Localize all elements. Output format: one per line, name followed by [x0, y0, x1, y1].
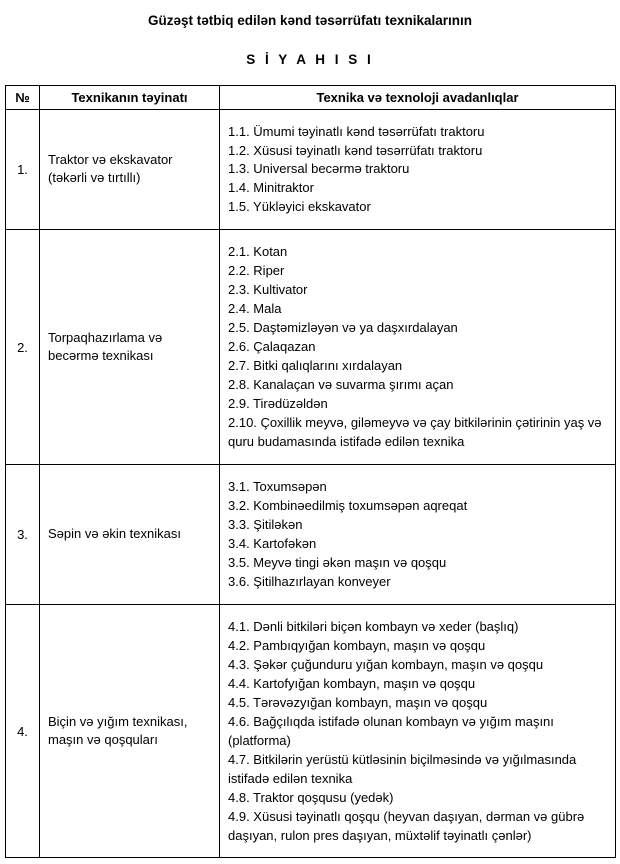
header-equipment: Texnika və texnoloji avadanlıqlar	[220, 85, 616, 109]
equipment-item: 3.6. Şitilhazırlayan konveyer	[228, 573, 391, 589]
equipment-item: 2.4. Mala	[228, 301, 282, 317]
header-purpose: Texnikanın təyinatı	[40, 85, 220, 109]
row-purpose: Səpin və əkin texnikası	[40, 465, 220, 605]
equipment-item: 1.5. Yükləyici ekskavator	[228, 199, 371, 215]
equipment-item: 4.5. Tərəvəzyığan kombayn, maşın və qoşqu	[228, 694, 488, 710]
equipment-item: 3.2. Kombinəedilmiş toxumsəpən aqreqat	[228, 498, 468, 514]
row-purpose: Biçin və yığım texnikası, maşın və qoşquları	[40, 604, 220, 858]
document-title: Güzəşt tətbiq edilən kənd təsərrüfatı texnikalarının	[147, 13, 473, 28]
table-row	[6, 604, 616, 858]
equipment-item: 3.5. Meyvə tingi əkən maşın və qoşqu	[228, 554, 447, 570]
equipment-item: 3.4. Kartofəkən	[228, 535, 317, 551]
equipment-item: 2.9. Tirədüzəldən	[228, 396, 328, 412]
equipment-item: 2.2. Riper	[228, 263, 285, 279]
equipment-item: 3.1. Toxumsəpən	[228, 479, 327, 495]
row-equipment-list	[220, 230, 616, 465]
equipment-item: 4.4. Kartofyığan kombayn, maşın və qoşqu	[228, 675, 476, 691]
equipment-item: 2.5. Daştəmizləyən və ya daşxırdalayan	[228, 320, 458, 336]
equipment-item: 2.3. Kultivator	[228, 282, 308, 298]
equipment-item: 4.8. Traktor qoşqusu (yedək)	[228, 789, 394, 805]
equipment-item: 1.2. Xüsusi təyinatlı kənd təsərrüfatı traktoru	[228, 142, 483, 158]
equipment-item: 1.4. Minitraktor	[228, 180, 314, 196]
equipment-item: 1.3. Universal becərmə traktoru	[228, 161, 410, 177]
equipment-item: 4.9. Xüsusi təyinatlı qoşqu (heyvan daşıyan, dərman və gübrə daşıyan, rulon pres daşıyan, müxtəlif təyinatlı çənlər)	[228, 808, 585, 843]
equipment-item: 4.2. Pambıqyığan kombayn, maşın və qoşqu	[228, 637, 486, 653]
equipment-item: 4.6. Bağçılıqda istifadə olunan kombayn və yığım maşını (platforma)	[228, 713, 554, 748]
table-header	[6, 85, 616, 109]
machinery-table	[5, 85, 616, 859]
row-equipment-list	[220, 604, 616, 858]
row-equipment-list	[220, 109, 616, 230]
equipment-item: 2.6. Çalaqazan	[228, 339, 316, 355]
table-header-row	[6, 85, 616, 109]
equipment-item: 4.1. Dənli bitkiləri biçən kombayn və xeder (başlıq)	[228, 618, 519, 634]
row-number: 2.	[6, 230, 40, 465]
table-body	[6, 109, 616, 858]
table-row	[6, 230, 616, 465]
equipment-item: 3.3. Şitiləkən	[228, 516, 303, 532]
equipment-item: 2.8. Kanalaçan və suvarma şırımı açan	[228, 377, 454, 393]
equipment-item: 1.1. Ümumi təyinatlı kənd təsərrüfatı traktoru	[228, 123, 485, 139]
row-number: 4.	[6, 604, 40, 858]
row-number: 1.	[6, 109, 40, 230]
equipment-item: 2.10. Çoxillik meyvə, giləmeyvə və çay bitkilərinin çətirinin yaş və quru budamasında istifadə edilən texnika	[228, 415, 602, 450]
table-row	[6, 465, 616, 605]
equipment-item: 2.7. Bitki qalıqlarını xırdalayan	[228, 358, 403, 374]
equipment-item: 4.7. Bitkilərin yerüstü kütləsinin biçilməsində və yığılmasında istifadə edilən texnika	[228, 751, 577, 786]
header-number: №	[6, 85, 40, 109]
equipment-item: 4.3. Şəkər çuğunduru yığan kombayn, maşın və qoşqu	[228, 656, 544, 672]
table-row	[6, 109, 616, 230]
equipment-item: 2.1. Kotan	[228, 244, 288, 260]
row-number: 3.	[6, 465, 40, 605]
row-equipment-list	[220, 465, 616, 605]
row-purpose: Traktor və ekskavator (təkərli və tırtıllı)	[40, 109, 220, 230]
row-purpose: Torpaqhazırlama və becərmə texnikası	[40, 230, 220, 465]
document-subtitle: S İ Y A H I S I	[246, 51, 374, 67]
